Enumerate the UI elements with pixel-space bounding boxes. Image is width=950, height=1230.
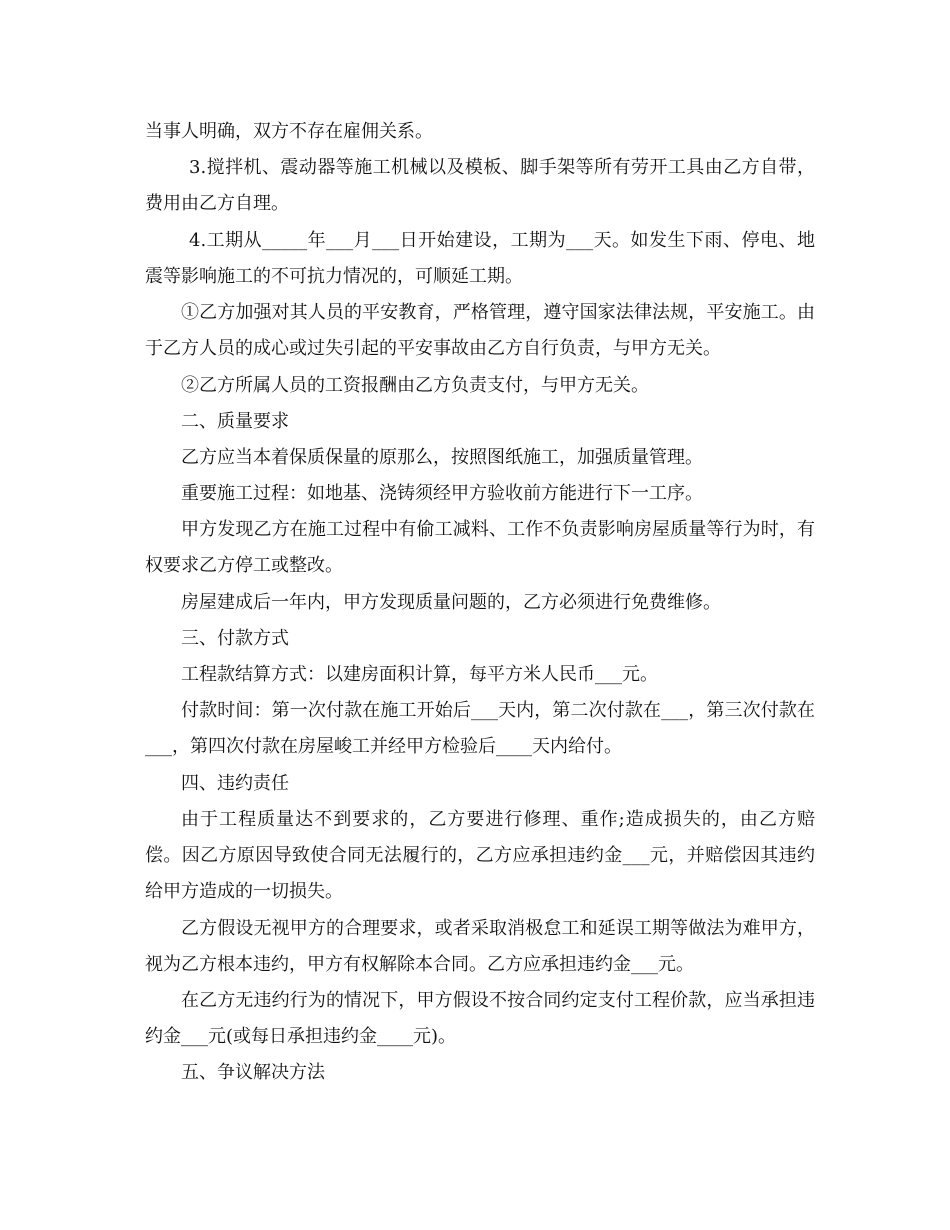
paragraph-settlement: 工程款结算方式：以建房面积计算，每平方米人民币___元。: [181, 664, 658, 685]
paragraph-wages: ②乙方所属人员的工资报酬由乙方负责支付，与甲方无关。: [181, 375, 649, 396]
paragraph-clause-3-tools: 3.搅拌机、震动器等施工机械以及模板、脚手架等所有劳开工具由乙方自带，费用由乙方自理。: [145, 157, 815, 214]
paragraph-quality-breach: 由于工程质量达不到要求的，乙方要进行修理、重作;造成损失的，由乙方赔偿。因乙方原因导致使合同无法履行的，乙方应承担违约金___元，并赔偿因其违约给甲方造成的一切损失。: [145, 809, 815, 902]
heading-quality-requirements: 二、质量要求: [181, 411, 289, 432]
heading-breach-liability: 四、违约责任: [181, 773, 289, 794]
paragraph-fundamental-breach: 乙方假设无视甲方的合理要求，或者采取消极怠工和延误工期等做法为难甲方，视为乙方根本违约，甲方有权解除本合同。乙方应承担违约金___元。: [145, 918, 815, 975]
paragraph-payment-breach: 在乙方无违约行为的情况下，甲方假设不按合同约定支付工程价款，应当承担违约金___元(或每日承担违约金____元)。: [145, 990, 815, 1047]
paragraph-payment-schedule: 付款时间：第一次付款在施工开始后___天内，第二次付款在___，第三次付款在___，第四次付款在房屋峻工并经甲方检验后____天内给付。: [145, 700, 815, 757]
paragraph-quality-principle: 乙方应当本着保质保量的原那么，按照图纸施工，加强质量管理。: [181, 447, 703, 468]
heading-payment-method: 三、付款方式: [181, 628, 289, 649]
heading-dispute-resolution: 五、争议解决方法: [181, 1062, 325, 1083]
paragraph-warranty: 房屋建成后一年内，甲方发现质量问题的，乙方必须进行免费维修。: [181, 592, 721, 613]
paragraph-safety-education: ①乙方加强对其人员的平安教育，严格管理，遵守国家法律法规，平安施工。由于乙方人员的成心或过失引起的平安事故由乙方自行负责，与甲方无关。: [145, 302, 815, 359]
paragraph-key-processes: 重要施工过程：如地基、浇铸须经甲方验收前方能进行下一工序。: [181, 483, 703, 504]
paragraph-employment-relation: 当事人明确，双方不存在雇佣关系。: [145, 121, 433, 142]
paragraph-clause-4-schedule: 4.工期从_____年___月___日开始建设，工期为___天。如发生下雨、停电、地震等影响施工的不可抗力情况的，可顺延工期。: [145, 230, 815, 287]
paragraph-quality-violations: 甲方发现乙方在施工过程中有偷工减料、工作不负责影响房屋质量等行为时，有权要求乙方停工或整改。: [145, 519, 815, 576]
